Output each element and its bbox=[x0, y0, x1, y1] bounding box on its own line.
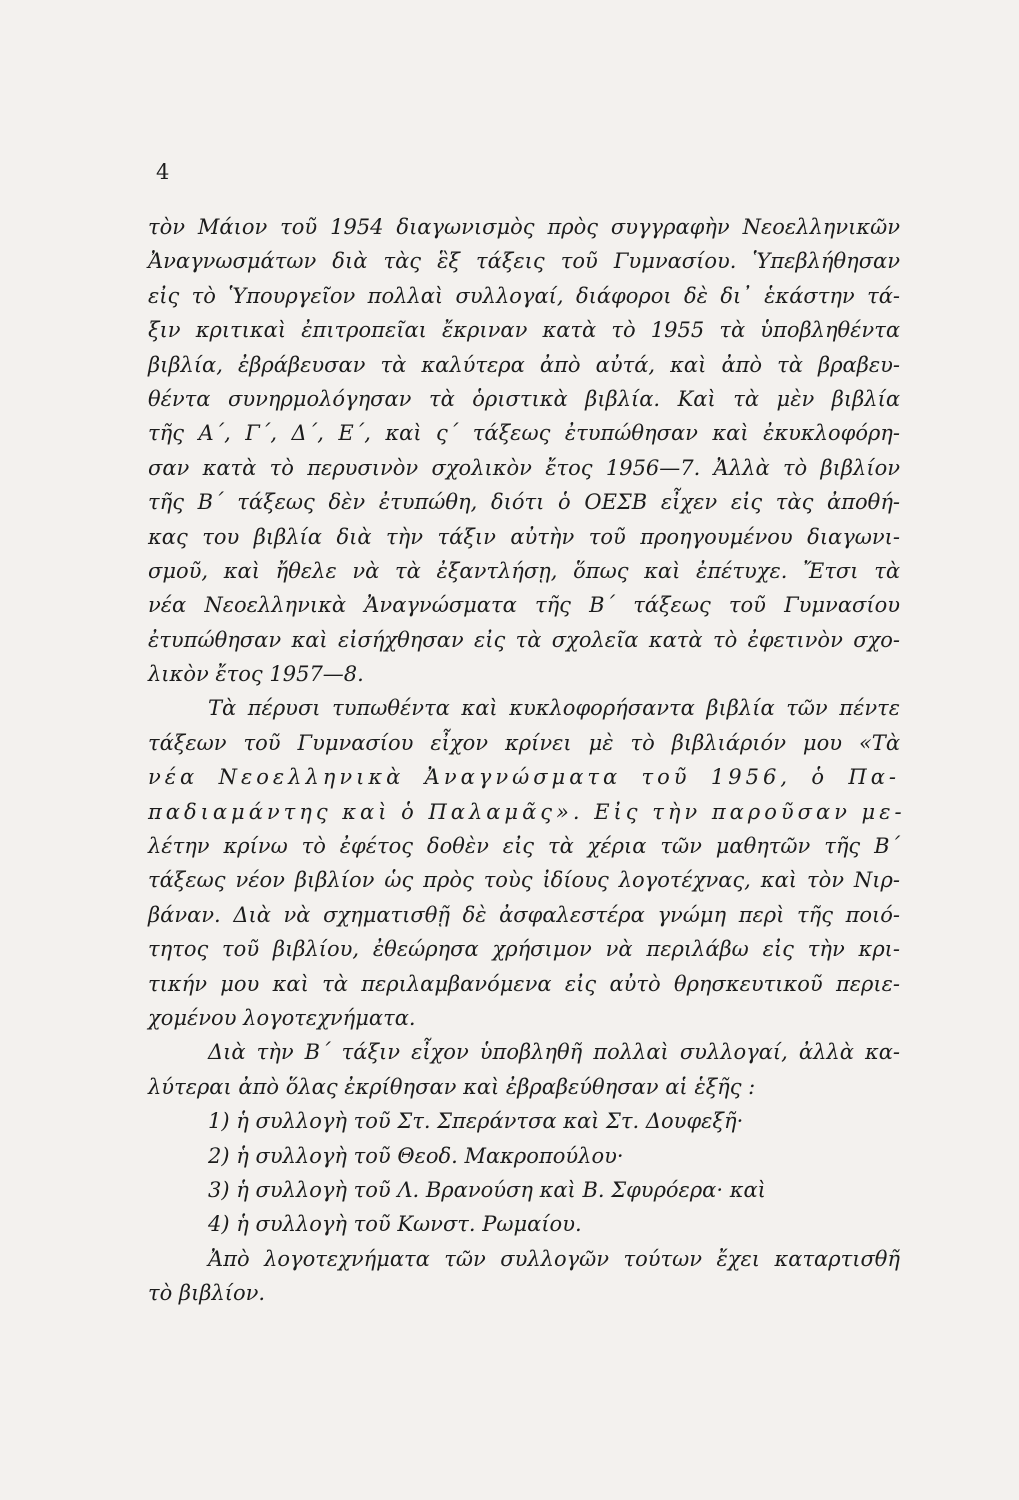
text-line: ἐτυπώθησαν καὶ εἰσήχθησαν εἰς τὰ σχολεῖα κατὰ τὸ ἐφετινὸν σχο- bbox=[148, 627, 900, 652]
page-number: 4 bbox=[156, 160, 170, 184]
paragraph-start-line: Διὰ τὴν Β΄ τάξιν εἶχον ὑποβληθῆ πολλαὶ συλλογαί, ἀλλὰ κα- bbox=[208, 1040, 900, 1065]
text-line: τῆς Α΄, Γ΄, Δ΄, Ε΄, καὶ ς΄ τάξεως ἐτυπώθησαν καὶ ἐκυκλοφόρη- bbox=[148, 421, 900, 446]
text-line: λέτην κρίνω τὸ ἐφέτος δοθὲν εἰς τὰ χέρια τῶν μαθητῶν τῆς Β΄ bbox=[148, 834, 900, 859]
text-line: τητος τοῦ βιβλίου, ἐθεώρησα χρήσιμον νὰ περιλάβω εἰς τὴν κρι- bbox=[148, 937, 900, 962]
text-line: Ἀναγνωσμάτων διὰ τὰς ἓξ τάξεις τοῦ Γυμνασίου. Ὑπεβλήθησαν bbox=[148, 249, 900, 274]
text-line: νέα Νεοελληνικὰ Ἀναγνώσματα τῆς Β΄ τάξεως τοῦ Γυμνασίου bbox=[148, 593, 900, 618]
text-line: κας του βιβλία διὰ τὴν τάξιν αὐτὴν τοῦ προηγουμένου διαγωνι- bbox=[148, 524, 900, 549]
text-line: ξιν κριτικαὶ ἐπιτροπεῖαι ἔκριναν κατὰ τὸ 1955 τὰ ὑποβληθέντα bbox=[148, 318, 900, 343]
text-line: σαν κατὰ τὸ περυσινὸν σχολικὸν ἔτος 1956—7. Ἀλλὰ τὸ βιβλίον bbox=[148, 455, 900, 480]
text-line: τικήν μου καὶ τὰ περιλαμβανόμενα εἰς αὐτὸ θρησκευτικοῦ περιε- bbox=[148, 971, 900, 996]
spaced-title-line: παδιαμάντης καὶ ὁ Παλαμᾶς». Εἰς τὴν παροῦσαν με- bbox=[148, 799, 906, 824]
text-line: χομένου λογοτεχνήματα. bbox=[148, 1005, 416, 1030]
paragraph-start-line: Ἀπὸ λογοτεχνήματα τῶν συλλογῶν τούτων ἔχει καταρτισθῆ bbox=[208, 1246, 900, 1271]
text-line: τάξεων τοῦ Γυμνασίου εἶχον κρίνει μὲ τὸ βιβλιάριόν μου «Τὰ bbox=[148, 730, 900, 755]
list-item: 2) ἡ συλλογὴ τοῦ Θεοδ. Μακροπούλου· bbox=[208, 1143, 624, 1168]
text-line: θέντα συνηρμολόγησαν τὰ ὁριστικὰ βιβλία. Καὶ τὰ μὲν βιβλία bbox=[148, 386, 900, 411]
text-line: τὸν Μάιον τοῦ 1954 διαγωνισμὸς πρὸς συγγραφὴν Νεοελληνικῶν bbox=[148, 215, 900, 239]
text-line: λύτεραι ἀπὸ ὅλας ἐκρίθησαν καὶ ἐβραβεύθησαν αἱ ἑξῆς : bbox=[148, 1074, 756, 1099]
list-item: 3) ἡ συλλογὴ τοῦ Λ. Βρανούση καὶ Β. Σφυρόερα· καὶ bbox=[208, 1177, 766, 1202]
text-line: τῆς Β΄ τάξεως δὲν ἐτυπώθη, διότι ὁ ΟΕΣΒ εἶχεν εἰς τὰς ἀποθή- bbox=[148, 490, 900, 515]
spaced-title-line: νέα Νεοελληνικὰ Ἀναγνώσματα τοῦ 1956, ὁ Πα- bbox=[148, 765, 900, 790]
list-item: 4) ἡ συλλογὴ τοῦ Κωνστ. Ρωμαίου. bbox=[208, 1212, 582, 1237]
text-line: σμοῦ, καὶ ἤθελε νὰ τὰ ἐξαντλήσῃ, ὅπως καὶ ἐπέτυχε. Ἔτσι τὰ bbox=[148, 558, 900, 583]
text-line: βιβλία, ἐβράβευσαν τὰ καλύτερα ἀπὸ αὐτά, καὶ ἀπὸ τὰ βραβευ- bbox=[148, 352, 900, 377]
text-line: τὸ βιβλίον. bbox=[148, 1281, 266, 1306]
text-line: τάξεως νέον βιβλίον ὡς πρὸς τοὺς ἰδίους λογοτέχνας, καὶ τὸν Νιρ- bbox=[148, 868, 900, 893]
text-line: βάναν. Διὰ νὰ σχηματισθῇ δὲ ἀσφαλεστέρα γνώμη περὶ τῆς ποιό- bbox=[148, 902, 900, 927]
list-item: 1) ἡ συλλογὴ τοῦ Στ. Σπεράντσα καὶ Στ. Δουφεξῆ· bbox=[208, 1109, 744, 1134]
paragraph-start-line: Τὰ πέρυσι τυπωθέντα καὶ κυκλοφορήσαντα βιβλία τῶν πέντε bbox=[208, 696, 900, 721]
body-text bbox=[148, 210, 906, 1311]
text-line: λικὸν ἔτος 1957—8. bbox=[148, 662, 364, 687]
text-line: εἰς τὸ Ὑπουργεῖον πολλαὶ συλλογαί, διάφοροι δὲ δι᾽ ἑκάστην τά- bbox=[148, 283, 900, 308]
